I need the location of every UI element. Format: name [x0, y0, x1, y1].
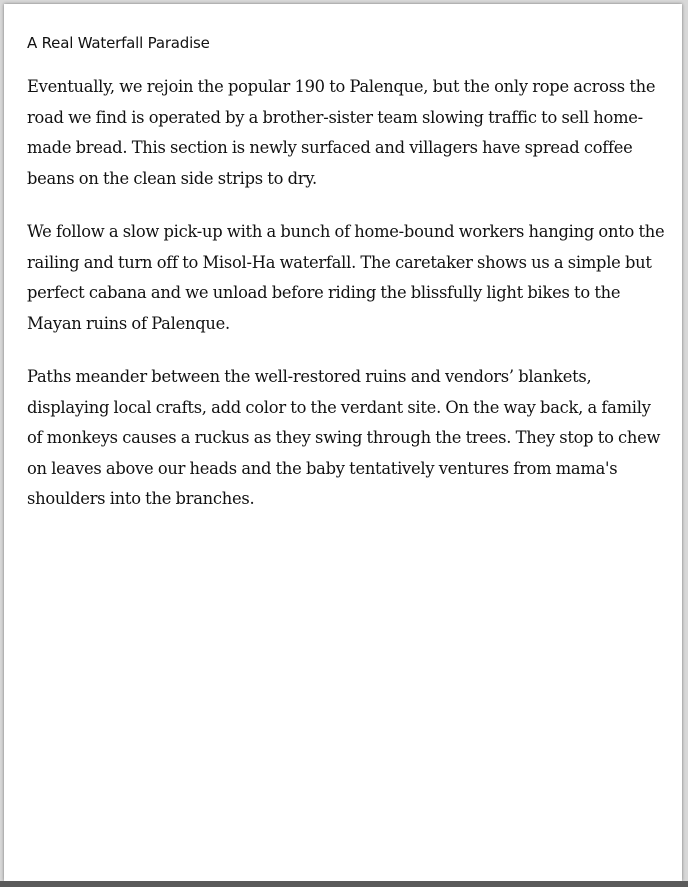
paragraph-2: We follow a slow pick-up with a bunch of home-bound workers hanging onto the railing and turn off to Misol-Ha waterfall. The caretaker shows us a simple but perfect cabana and we unload before riding the blissfully light bikes to the Mayan ruins of Palenque.	[27, 222, 665, 333]
article-body	[27, 72, 667, 538]
document-page	[4, 4, 682, 881]
viewer-bottom-edge	[0, 881, 688, 887]
paragraph-1: Eventually, we rejoin the popular 190 to Palenque, but the only rope across the road we find is operated by a brother-sister team slowing traffic to sell home-made bread. This section is newly surfaced and villagers have spread coffee beans on the clean side strips to dry.	[27, 77, 656, 188]
section-heading: A Real Waterfall Paradise	[27, 34, 210, 52]
paragraph-3: Paths meander between the well-restored ruins and vendors’ blankets, displaying local crafts, add color to the verdant site. On the way back, a family of monkeys causes a ruckus as they swing through the trees. They stop to chew on leaves above our heads and the baby tentatively ventures from mama's shoulders into the branches.	[27, 367, 661, 508]
